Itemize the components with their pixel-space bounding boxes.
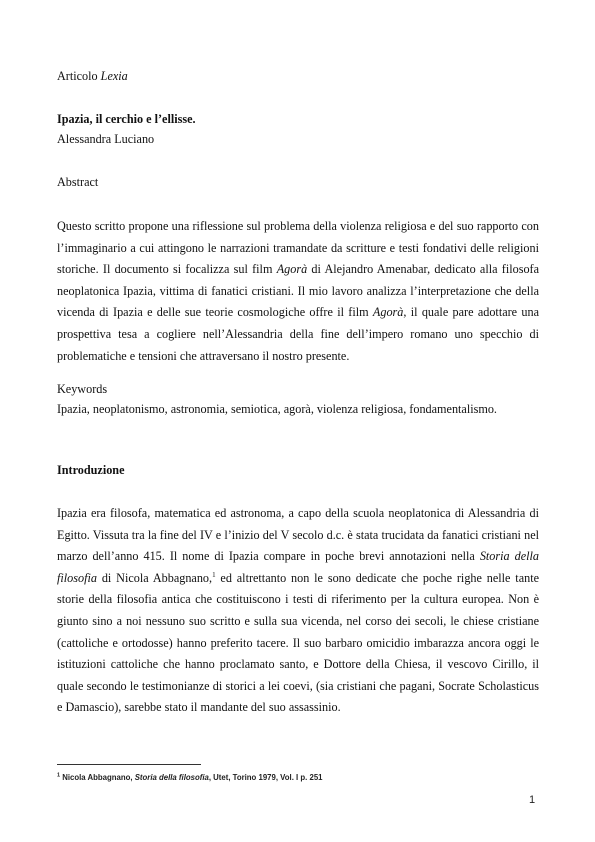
journal-header bbox=[57, 67, 539, 86]
abstract-text: di Alejandro Amenabar, dedicato alla filosofa neoplatonica Ipazia, vittima di fanatici cristiani. Il mio lavoro analizza l’interpretazione che della vicenda di Ipazia e delle sue teorie cosmologiche offre il film bbox=[57, 262, 540, 320]
footnote-reference[interactable]: 1 bbox=[212, 570, 216, 579]
journal-name: Lexia bbox=[100, 69, 128, 83]
page-number: 1 bbox=[529, 794, 536, 806]
abstract-text: Questo scritto propone una riflessione sul problema della violenza religiosa e del suo rapporto con l’immaginario a cui attingono le narrazioni tramandate da scritture e testi fondativi delle religioni storiche. Il documento si focalizza sul film bbox=[57, 219, 539, 277]
journal-prefix: Articolo bbox=[57, 69, 98, 83]
book-title: Storia della filosofia bbox=[57, 549, 540, 585]
footnote-details: , Utet, Torino 1979, Vol. I p. 251 bbox=[208, 773, 323, 782]
abstract-body bbox=[57, 216, 539, 367]
footnote-book-title: Storia della filosofia bbox=[134, 773, 209, 782]
keywords-list: Ipazia, neoplatonismo, astronomia, semiotica, agorà, violenza religiosa, fondamentalismo. bbox=[57, 402, 497, 416]
abstract-heading: Abstract bbox=[57, 175, 99, 189]
introduction-heading: Introduzione bbox=[57, 463, 125, 477]
abstract-text: , il quale pare adottare una prospettiva tesa a cogliere nell’Alessandria della fine dell’impero romano uno specchio di problematiche e tensioni che attraversano il nostro presente. bbox=[57, 305, 539, 363]
introduction-body bbox=[57, 503, 539, 719]
article-author: Alessandra Luciano bbox=[57, 132, 155, 146]
keywords-heading: Keywords bbox=[57, 382, 108, 396]
film-title: Agorà bbox=[372, 305, 404, 320]
footnote-number: 1 bbox=[57, 772, 61, 779]
intro-text: ed altrettanto non le sono dedicate che poche righe nelle tante storie della filosofia antica che costituiscono i testi di riferimento per la cultura europea. Non è giunto sino a noi nessuno suo scritto e sulla sua vicenda, nel corso dei secoli, le chiese cristiane (cattoliche e ortodosse) hanno preferito tacere. Il suo barbaro omicidio imbarazza ancora oggi le istituzioni cattoliche che hanno proclamato santo, e Dottore della Chiesa, il vescovo Cirillo, il quale secondo le testimonianze di storici a lei coevi, (sia cristiani che pagani, Socrate Scholasticus e Damascio), sarebbe stato il mandante del suo assassinio. bbox=[57, 570, 539, 715]
intro-text: di Nicola Abbagnano, bbox=[96, 570, 213, 585]
footnote bbox=[57, 773, 539, 782]
film-title: Agorà bbox=[276, 262, 308, 277]
article-title: Ipazia, il cerchio e l’ellisse. bbox=[57, 112, 196, 126]
intro-text: Ipazia era filosofa, matematica ed astronoma, a capo della scuola neoplatonica di Alessandria di Egitto. Vissuta tra la fine del IV e l’inizio del V secolo d.c. è stata trucidata da fanatici cristiani nel marzo dell’anno 415. Il nome di Ipazia compare in poche brevi annotazioni nella bbox=[57, 506, 539, 564]
footnote-author: Nicola Abbagnano, bbox=[62, 773, 135, 782]
footnote-separator bbox=[57, 764, 201, 765]
